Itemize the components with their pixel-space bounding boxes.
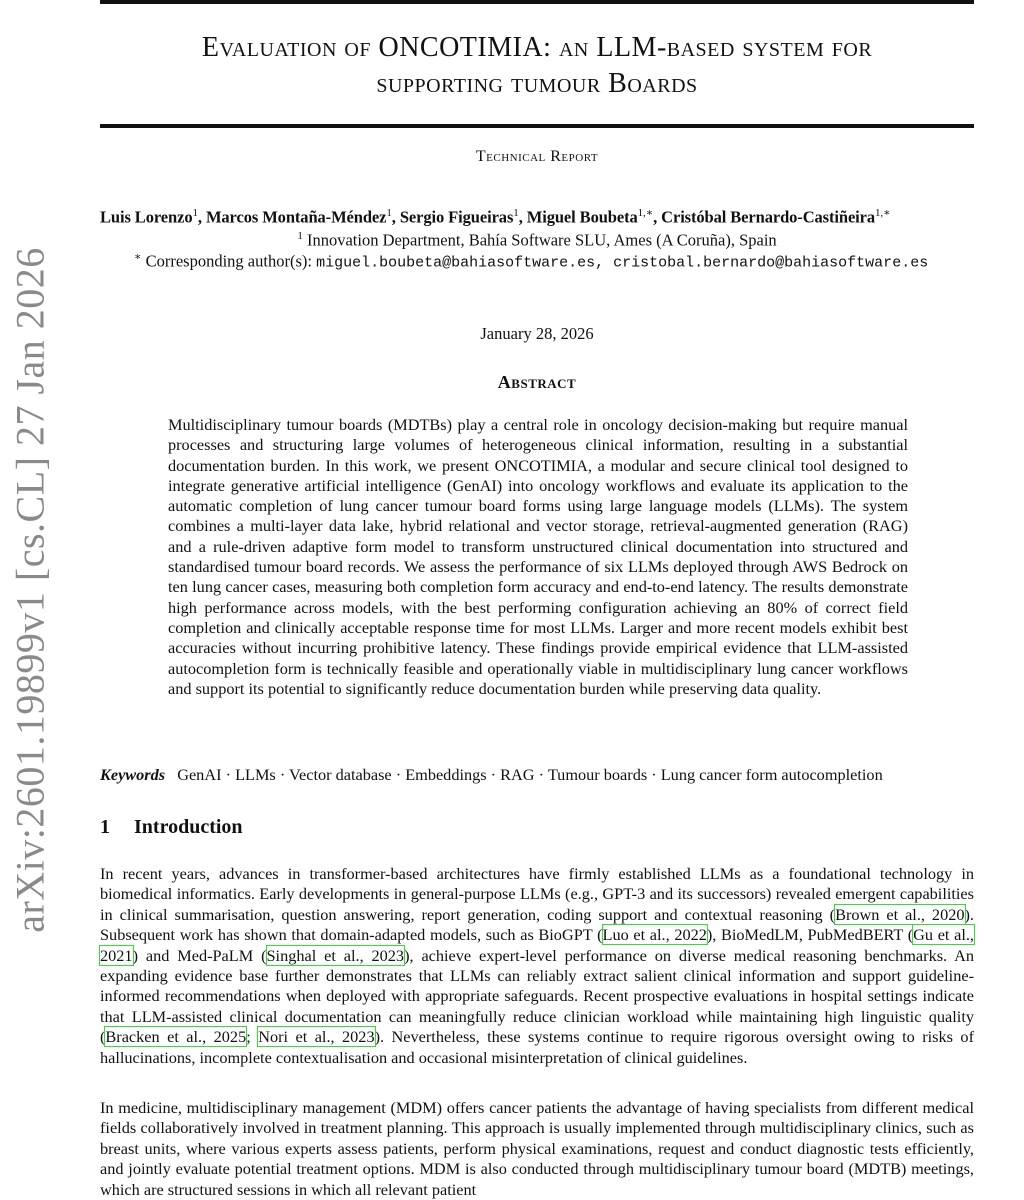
para-text: ), BioMedLM, PubMedBERT ( [706,925,914,945]
author-mark: 1 [513,207,519,219]
citation-link[interactable]: Singhal et al., 2023 [266,945,405,965]
section-heading-introduction [100,816,974,839]
citation-link[interactable]: Bracken et al., 2025 [105,1027,247,1047]
report-type: Technical Report [475,148,599,165]
para-text: ), achieve expert-level performance on diverse medical reasoning benchmarks. An expanding evidence base further demonstrates that LLMs can reliably extract salient clinical information and support guideline-informed recommendations when deployed with appropriate safeguards. Recent prospective evaluations in hospital settings indicate that LLM-assisted clinical documentation can meaningfully reduce clinician workload while maintaining high linguistic quality ( [100,945,974,1047]
title-rule-top [100,0,974,4]
author-mark: 1 [386,207,392,219]
citation-link[interactable]: Brown et al., 2020 [835,904,965,924]
author-name: Luis Lorenzo [100,207,193,227]
title-rule-bottom [100,124,974,128]
paper-date: January 28, 2026 [480,324,594,343]
author-name: Miguel Boubeta [526,207,638,227]
section-title: Introduction [134,816,243,838]
corresponding-label: Corresponding author(s): [145,251,312,271]
citation-link[interactable]: Nori et al., 2023 [258,1027,375,1047]
para-text: ). Nevertheless, these systems continue to require rigorous oversight owing to risks of hallucinations, incomplete contextualisation and occasional misinterpretation of clinical guidelines. [100,1027,974,1067]
keywords-label: Keywords [100,765,166,784]
para-text: ; [246,1027,259,1047]
corresponding-authors [100,250,1024,272]
author-name: Sergio Figueiras [399,207,514,227]
arxiv-identifier[interactable]: arXiv:2601.19899v1 [cs.CL] 27 Jan 2026 [7,247,53,933]
author-mark: 1 [192,207,198,219]
abstract-heading: Abstract [497,372,577,392]
citation-link[interactable]: Luo et al., 2022 [602,925,707,945]
intro-paragraph-1 [100,864,974,1068]
title-line-1: Evaluation of ONCOTIMIA: an LLM-based system for [201,32,873,63]
para-text: In recent years, advances in transformer-based architectures have firmly established LLMs as a foundational technology in biomedical informatics. Early developments in general-purpose LLMs (e.g., GPT-3 and its successors) revealed emergent capabilities in clinical summarisation, question answering, report generation, coding support and contextual reasoning ( [100,864,974,924]
section-number: 1 [100,816,110,838]
paper-title [100,30,974,102]
corresponding-emails[interactable]: miguel.boubeta@bahiasoftware.es, cristobal.bernardo@bahiasoftware.es [316,254,929,272]
author-name: Marcos Montaña-Méndez [205,207,387,227]
keywords-text: GenAI · LLMs · Vector database · Embeddings · RAG · Tumour boards · Lung cancer form autocompletion [177,765,883,784]
affiliation-text: Innovation Department, Bahía Software SLU, Ames (A Coruña), Spain [306,230,777,250]
author-name: Cristóbal Bernardo-Castiñeira [661,207,876,227]
keywords [100,765,1000,785]
abstract-text: Multidisciplinary tumour boards (MDTBs) play a central role in oncology decision-making but require manual processes and structuring large volumes of heterogeneous clinical information, resulting in a substantial documentation burden. In this work, we present ONCOTIMIA, a modular and secure clinical tool designed to integrate generative artificial intelligence (GenAI) into oncology workflows and evaluate its application to the automatic completion of lung cancer tumour board forms using large language models (LLMs). The system combines a multi-layer data lake, hybrid relational and vector storage, retrieval-augmented generation (RAG) and a rule-driven adaptive form model to transform unstructured clinical documentation into structured and standardised tumour board records. We assess the performance of six LLMs deployed through AWS Bedrock on ten lung cancer cases, measuring both completion form accuracy and end-to-end latency. The results demonstrate high performance across models, with the best performing configuration achieving an 80% of correct field completion and clinically acceptable response time for most LLMs. Larger and more recent models exhibit best accuracies without incurring prohibitive latency. These findings provide empirical evidence that LLM-assisted autocompletion form is technically feasible and operationally viable in multidisciplinary lung cancer workflows and support its potential to significantly reduce documentation burden while preserving data quality. [168,415,908,698]
affiliation [100,230,974,251]
author-list: Luis Lorenzo$^1$, Marcos Montaña-Méndez$^1$, Sergio Figueiras$^1$, Miguel Boubeta$^{1,∗}$, Cristóbal Bernardo-Castiñeira$^{1,∗}$ [100,207,891,227]
title-line-2: supporting tumour Boards [376,68,698,99]
corresponding-mark: ∗ [134,251,142,263]
arxiv-sidebar [0,0,60,1200]
author-mark: 1,∗ [637,207,654,219]
para-text: ). Subsequent work has shown that domain-adapted models, such as BioGPT ( [100,904,974,945]
author-mark: 1,∗ [875,207,891,219]
para-text: ) and Med-PaLM ( [132,945,267,965]
affiliation-mark: 1 [297,230,303,242]
citation-link[interactable]: Gu et al., 2021 [100,925,974,965]
intro-paragraph-2: In medicine, multidisciplinary management (MDM) offers cancer patients the advantage of having specialists from different medical fields collaboratively involved in treatment planning. This approach is usually implemented through multidisciplinary clinics, such as breast units, where various experts assess patients, perform physical examinations, request and conduct diagnostic tests efficiently, and jointly evaluate potential treatment options. MDM is also conducted through multidisciplinary tumour board (MDTB) meetings, which are structured sessions in which all relevant patient [100,1098,974,1199]
